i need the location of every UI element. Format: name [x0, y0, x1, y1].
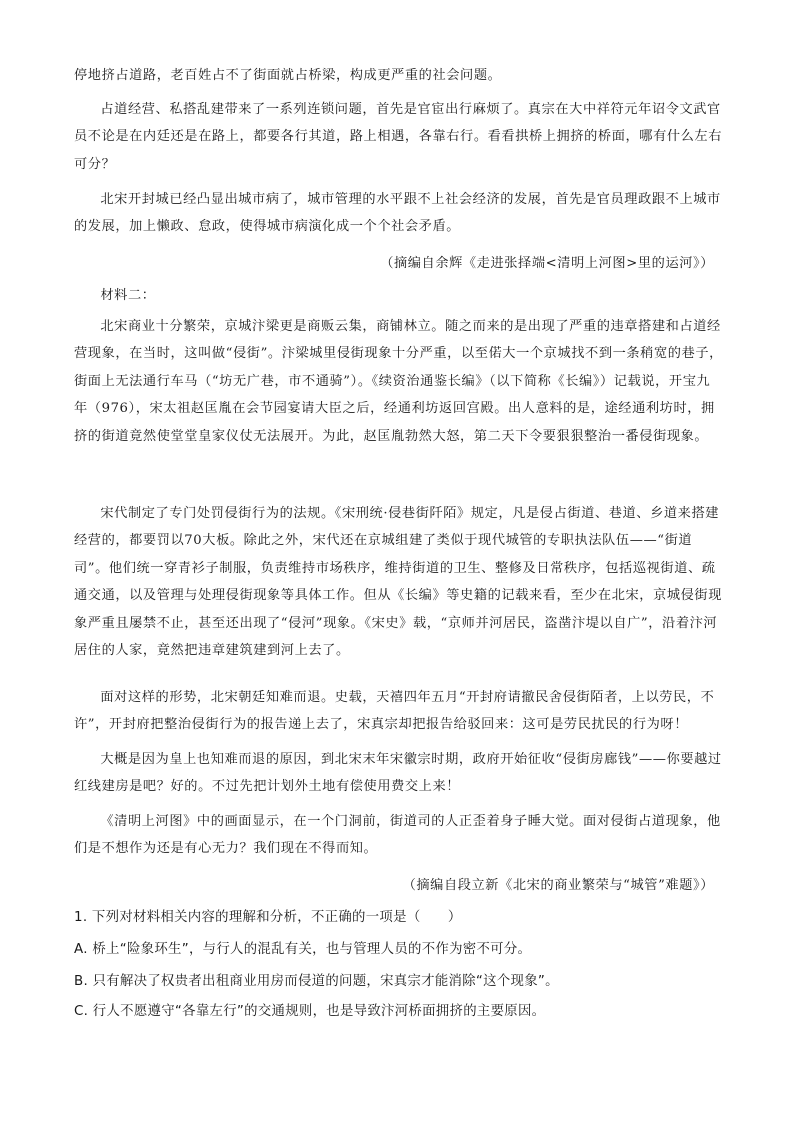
paragraph-fee: 大概是因为皇上也知难而退的原因，到北宋末年宋徽宗时期，政府开始征收“侵街房廊钱”——你要越过红线建房是吧？好的。不过先把计划外土地有偿使用费交上来！	[74, 752, 722, 795]
source-citation-1: （摘编自余辉《走进张择端<清明上河图>里的运河》）	[380, 256, 714, 271]
paragraph-encroachment: 北宋商业十分繁荣，京城汴梁更是商贩云集，商铺林立。随之而来的是出现了严重的违章搭建和占道经营现象，在当时，这叫做“侵街”。汴梁城里侵街现象十分严重，以至偌大一个京城找不到一条稍宽的巷子，街面上无法通行车马（“坊无广巷，市不通骑”）。《续资治通鉴长编》（以下简称《长编》）记载说，开宝九年（976），宋太祖赵匡胤在会节园宴请大臣之后，经通利坊返回宫殿。出人意料的是，途经通利坊时，拥挤的街道竟然使堂堂皇家仪仗无法展开。为此，赵匡胤勃然大怒，第二天下令要狠狠整治一番侵街现象。	[74, 319, 723, 444]
paragraph-continuation: 停地挤占道路，老百姓占不了街面就占桥梁，构成更严重的社会问题。	[74, 68, 502, 83]
paragraph-regulations: 宋代制定了专门处罚侵街行为的法规。《宋刑统·侵巷街阡陌》规定，凡是侵占街道、巷道、乡道来搭建经营的，都要罚以70大板。除此之外，宋代还在京城组建了类似于现代城管的专职执法队伍——“街道司”。他们统一穿青衫子制服，负责维持市场秩序，维持街道的卫生、整修及日常秩序，包括巡视街道、疏通交通，以及管理与处理侵街现象等具体工作。但从《长编》等史籍的记载来看，至少在北宋，京城侵街现象严重且屡禁不止，甚至还出现了“侵河”现象。《宋史》载，“京师并河居民，盗凿汴堤以自广”，沿着汴河居住的人家，竟然把违章建筑建到河上去了。	[74, 506, 723, 659]
material-two-label: 材料二：	[100, 288, 156, 303]
paragraph-retreat: 面对这样的形势，北宋朝廷知难而退。史载，天禧四年五月“开封府请撤民舍侵街陌者，上以劳民，不许”，开封府把整治侵街行为的报告递上去了，宋真宗却把报告给驳回来：这可是劳民扰民的行为呀！	[74, 690, 715, 733]
source-citation-2: （摘编自段立新《北宋的商业繁荣与“城管”难题》）	[402, 878, 714, 893]
paragraph-painting: 《清明上河图》中的画面显示，在一个门洞前，街道司的人正歪着身子睡大觉。面对侵街占道现象，他们是不想作为还是有心无力？我们现在不得而知。	[74, 814, 721, 857]
option-a: A. 桥上“险象环生”，与行人的混乱有关，也与管理人员的不作为密不可分。	[74, 942, 532, 957]
paragraph-city-disease: 北宋开封城已经凸显出城市病了，城市管理的水平跟不上社会经济的发展，首先是官员理政跟不上城市的发展，加上懒政、怠政，使得城市病演化成一个个社会矛盾。	[74, 192, 721, 235]
paragraph-officials: 占道经营、私搭乱建带来了一系列连锁问题，首先是官宦出行麻烦了。真宗在大中祥符元年诏令文武官员不论是在内廷还是在路上，都要各行其道，路上相遇，各靠右行。看看拱桥上拥挤的桥面，哪有什么左右可分？	[74, 102, 723, 172]
option-b: B. 只有解决了权贵者出租商业用房而侵道的问题，宋真宗才能消除“这个现象”。	[74, 974, 559, 989]
question-stem: 1. 下列对材料相关内容的理解和分析，不正确的一项是（ ）	[74, 910, 462, 925]
option-c: C. 行人不愿遵守“各靠左行”的交通规则，也是导致汴河桥面拥挤的主要原因。	[74, 1004, 546, 1019]
